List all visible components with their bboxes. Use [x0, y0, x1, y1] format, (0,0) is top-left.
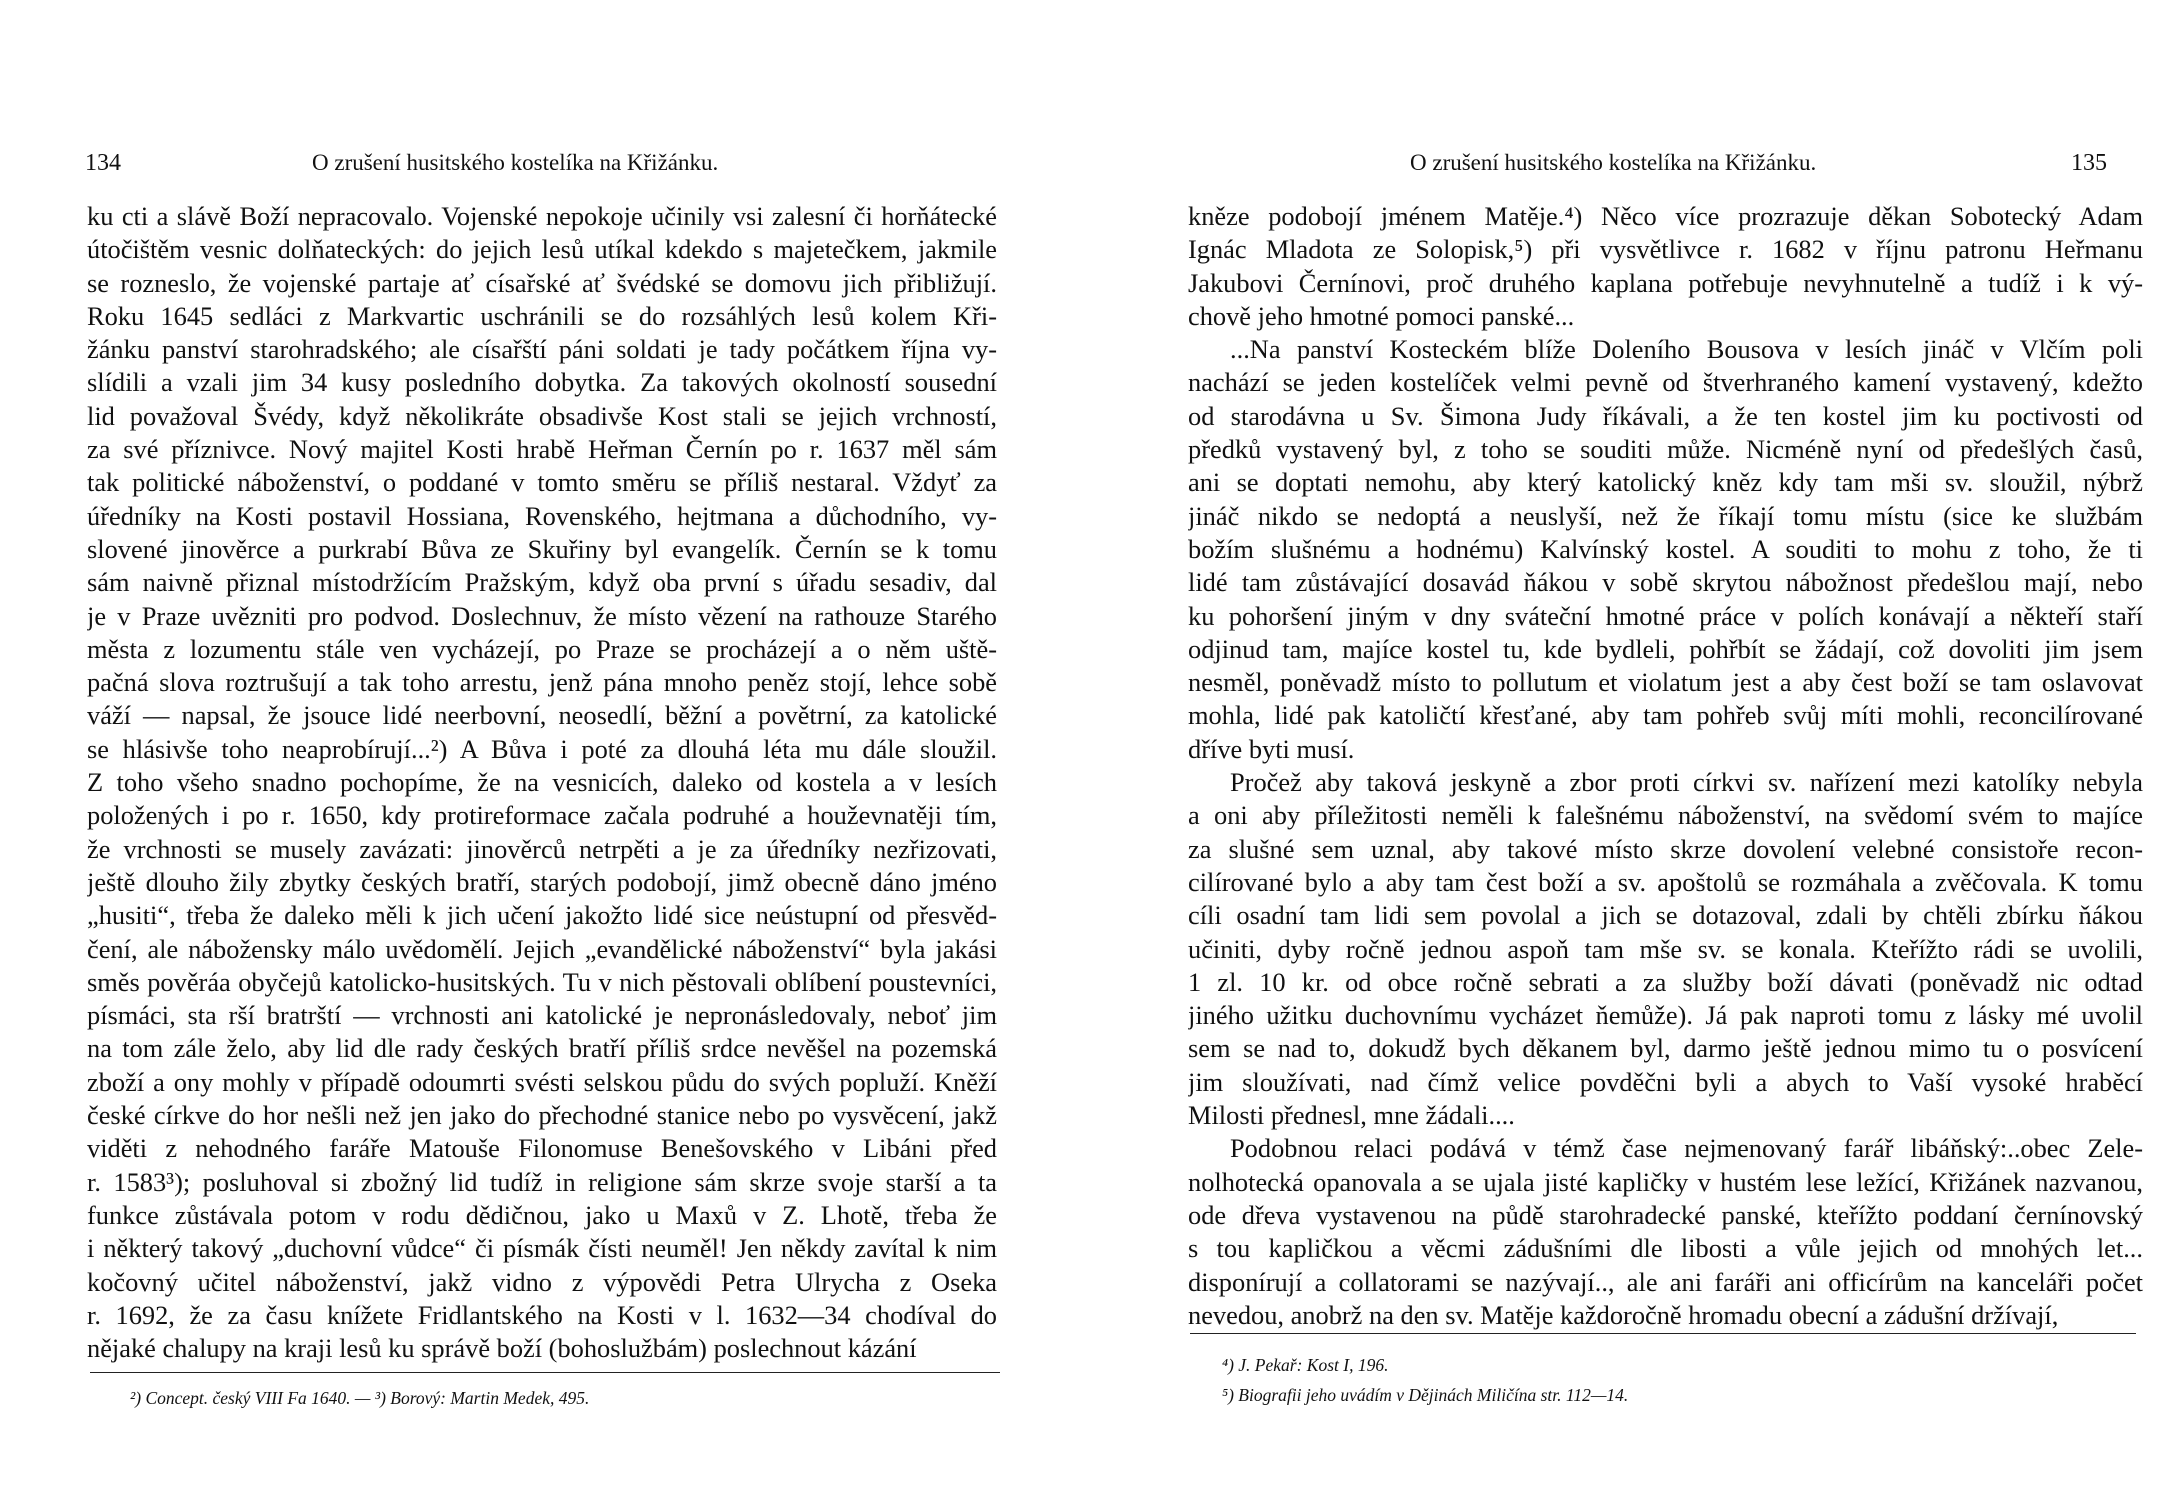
text-line: na tom zále želo, aby lid dle rady českých bratří příliš srdce nevěšel na pozemská: [87, 1033, 997, 1064]
text-line: „husiti“, třeba že daleko měli k jich učení jakožto lidé sice neústupní od přesvěd-: [87, 900, 997, 931]
text-line: božím slušnému a hodnému) Kalvínský kostel. A souditi to mohu z toho, že ti: [1188, 533, 2143, 564]
footnote: ⁵) Biografii jeho uvádím v Dějinách Miličína str. 112—14.: [1222, 1385, 1629, 1405]
text-line: kněze podobojí jménem Matěje.⁴) Něco více prozrazuje děkan Sobotecký Adam: [1188, 201, 2143, 231]
text-line: sám naivně přiznal místodržícím Pražským, když oba první s úřadu sesadiv, dal: [87, 567, 997, 598]
running-head: O zrušení husitského kostelíka na Křižánku.: [1410, 150, 1817, 175]
text-line: sem se nad to, dokudž bych děkanem byl, darmo ještě jednou mimo tu o posvícení: [1188, 1033, 2143, 1064]
text-line: s tou kapličkou a věcmi zádušními dle libosti a vůle jejich od mnohých let...: [1188, 1233, 2143, 1264]
text-line: Pročež aby taková jeskyně a zbor proti církvi sv. nařízení mezi katolíky nebyla: [1230, 767, 2143, 798]
text-line: Roku 1645 sedláci z Markvartic uschránili se do rozsáhlých lesů kolem Kři-: [87, 300, 997, 331]
text-line: r. 1583³); posluhoval si zbožný lid tudíž in religione sám skrze svoje starší a ta: [87, 1166, 997, 1197]
text-line: funkce zůstávala potom v rodu dědičnou, jako u Maxů v Z. Lhotě, třeba že: [87, 1199, 997, 1230]
text-line: od starodávna u Sv. Šimona Judy říkávali, a že ten kostel jim ku poctivosti od: [1188, 400, 2143, 431]
text-line: zboží a ony mohly v případě odoumrti svésti selskou půdu do svých popluží. Kněží: [87, 1066, 997, 1097]
text-line: ani se doptati nemohu, aby který katolický kněz kdy tam mši sv. sloužil, nýbrž: [1188, 467, 2143, 498]
text-line: Podobnou relaci podává v témž čase nejmenovaný farář libáňský:..obec Zele-: [1230, 1133, 2143, 1164]
text-line: české církve do hor nešli než jen jako do přechodné stanice nebo po vysvěcení, jakž: [87, 1100, 997, 1131]
text-line: lidé tam zůstávající dosavád ňákou v sobě skrytou nábožnost předešlou mají, nebo: [1188, 567, 2143, 598]
text-line: že vrchnosti se musely zavázati: jinověrců netrpěti a je za úředníky nezřizovati,: [87, 833, 997, 864]
text-line: předků vystavený byl, z toho se souditi může. Nicméně nyní od předešlých časů,: [1188, 434, 2143, 465]
text-line: jiného užitku duchovnímu vycházet ňemůže). Já pak naproti tomu z lásky mé uvolil: [1188, 1000, 2143, 1031]
text-line: slídili a vzali jim 34 kusy posledního dobytka. Za takových okolností sousední: [87, 367, 997, 398]
text-line: ...Na panství Kosteckém blíže Doleního Bousova v lesích jináč v Vlčím poli: [1230, 334, 2143, 365]
text-line: viděti z nehodného faráře Matouše Filonomuse Benešovského v Libáni před: [87, 1133, 997, 1164]
text-line: žánku panství starohradského; ale císařští páni soldati je tady počátkem října vy-: [87, 334, 997, 365]
text-line: směs pověráa obyčejů katolicko-husitských. Tu v nich pěstovali oblíbení poustevníci,: [87, 966, 997, 997]
text-line: dříve byti musí.: [1188, 733, 1355, 764]
text-line: učiniti, dyby ročně jednou aspoň tam mše sv. se konala. Kteřížto rádi se uvolili,: [1188, 933, 2143, 964]
text-line: 1 zl. 10 kr. od obce ročně sebrati a za služby boží dávati (poněvadž nic odtad: [1188, 966, 2143, 997]
footnote: ²) Concept. český VIII Fa 1640. — ³) Borový: Martin Medek, 495.: [130, 1388, 590, 1408]
text-line: chově jeho hmotné pomoci panské...: [1188, 300, 1575, 331]
text-line: cíli osadní tam lidi sem povolal a jich se dotazoval, zdali by chtěli zbírku ňákou: [1188, 900, 2143, 931]
running-head: O zrušení husitského kostelíka na Křižánku.: [312, 150, 719, 175]
text-line: slovené jinověrce a purkrabí Bůva ze Skuřiny byl evangelík. Černín se k tomu: [87, 533, 997, 564]
text-line: je v Praze uvězniti pro podvod. Doslechnuv, že místo vězení na rathouze Starého: [87, 600, 997, 631]
text-line: jim sloužívati, nad čímž velice povděčni byli a abych to Vaší vysoké hraběcí: [1188, 1066, 2143, 1097]
text-line: r. 1692, že za času knížete Fridlantského na Kosti v l. 1632—34 chodíval do: [87, 1299, 997, 1330]
text-line: jináč nikdo se nedoptá a neuslyší, než že říkají tomu místu (sice ke službám: [1188, 500, 2143, 531]
text-line: pačná slova roztrušují a tak toho arrestu, jenž pána mnoho peněz stojí, lehce sobě: [87, 667, 997, 698]
text-line: cilírované bylo a aby tam čest boží a sv. apoštolů se rozmáhala a zvěčovala. K tomu: [1188, 866, 2143, 897]
text-line: města z lozumentu stále ven vycházejí, po Praze se procházejí a o něm uště-: [87, 633, 997, 664]
text-line: ještě dlouho žily zbytky českých bratří, starých podobojí, jimž obecně dáno jméno: [87, 866, 997, 897]
text-line: se rozneslo, že vojenské partaje ať císařské ať švédské se domovu jich přibližují.: [87, 267, 997, 298]
page-number: 135: [2071, 150, 2107, 176]
text-line: i některý takový „duchovní vůdce“ či písmák čísti neuměl! Jen někdy zavítal k nim: [87, 1233, 997, 1264]
text-line: úředníky na Kosti postavil Hossiana, Rovenského, hejtmana a důchodního, vy-: [87, 500, 997, 531]
text-line: lid považoval Švédy, když několikráte obsadivše Kost stali se jejich vrchností,: [87, 400, 997, 431]
footnote-rule: [90, 1372, 1000, 1373]
text-line: ku pohoršení jiným v dny sváteční hmotné práce v polích konávají a někteří staří: [1188, 600, 2143, 631]
text-line: odjinud tam, majíce kostel tu, kde bydleli, pohřbít se žádají, což dovoliti jim jsem: [1188, 633, 2143, 664]
right-page: [1090, 0, 2180, 1500]
text-line: ode dřeva vystavenou na půdě starohradecké panské, kteřížto poddaní černínovský: [1188, 1199, 2143, 1230]
text-line: tak politické náboženství, o poddané v tomto směru se příliš nestaral. Vždyť za: [87, 467, 997, 498]
text-line: kočovný učitel náboženství, jakž vidno z výpovědi Petra Ulrycha z Oseka: [87, 1266, 997, 1297]
text-line: čení, ale nábožensky málo uvědomělí. Jejich „evandělické náboženství“ byla jakási: [87, 933, 997, 964]
body-text: [1188, 200, 2143, 1332]
page-number: 134: [85, 150, 121, 176]
text-line: za slušné sem uznal, aby takové místo skrze dovolení velebné consistoře recon-: [1188, 833, 2143, 864]
footnote-rule: [1190, 1333, 2136, 1334]
text-line: Jakubovi Černínovi, proč druhého kaplana potřebuje nevyhnutelně a tudíž i k vý-: [1188, 267, 2143, 298]
text-line: položených i po r. 1650, kdy protireformace začala podruhé a houževnatěji tím,: [87, 800, 997, 831]
text-line: za své příznivce. Nový majitel Kosti hrabě Heřman Černín po r. 1637 měl sám: [87, 434, 997, 465]
footnotes: [1222, 1350, 1628, 1410]
text-line: nesměl, poněvadž místo to pollutum et violatum jest a aby čest boží se tam oslavovat: [1188, 667, 2143, 698]
text-line: Ignác Mladota ze Solopisk,⁵) při vysvětlivce r. 1682 v říjnu patronu Heřmanu: [1188, 234, 2143, 265]
text-line: Z toho všeho snadno pochopíme, že na vesnicích, daleko od kostela a v lesích: [87, 767, 997, 798]
text-line: nolhotecká opanovala a se ujala jisté kapličky v hustém lese ležící, Křižánek nazvanou,: [1188, 1166, 2143, 1197]
text-line: nějaké chalupy na kraji lesů ku správě boží (bohoslužbám) poslechnout kázání: [87, 1333, 917, 1364]
text-line: písmáci, sta rší bratrští — vrchnosti ani katolické je nepronásledovaly, neboť jim: [87, 1000, 997, 1031]
text-line: a oni aby příležitosti neměli k falešnému náboženství, na svědomí svém to majíce: [1188, 800, 2143, 831]
text-line: se hlásivše toho neaprobírují...²) A Bůva i poté za dlouhá léta mu dále sloužil.: [87, 733, 997, 764]
text-line: Milosti přednesl, mne žádali....: [1188, 1100, 1515, 1131]
text-line: útočištěm vesnic dolňateckých: do jejich lesů utíkal kdekdo s majetečkem, jakmile: [87, 234, 997, 265]
text-line: disponírují a collatorami se nazývají.., ale ani faráři ani officírům na kanceláři počet: [1188, 1266, 2143, 1297]
text-line: nachází se jeden kostelíček velmi pevně od štverhraného kamení vystavený, kdežto: [1188, 367, 2143, 398]
body-text: [87, 200, 997, 1365]
text-line: mohla, lidé pak katoličtí křesťané, aby tam pohřeb svůj míti mohli, reconcilírované: [1188, 700, 2143, 731]
footnote: ⁴) J. Pekař: Kost I, 196.: [1222, 1355, 1389, 1375]
text-line: ku cti a slávě Boží nepracovalo. Vojenské nepokoje učinily vsi zalesní či horňátecké: [87, 201, 997, 231]
text-line: nevedou, anobrž na den sv. Matěje každoročně hromadu obecní a zádušní držívají,: [1188, 1299, 2059, 1330]
text-line: váží — napsal, že jsouce lidé neerbovní, neosedlí, běžní a povětrní, za katolické: [87, 700, 997, 731]
